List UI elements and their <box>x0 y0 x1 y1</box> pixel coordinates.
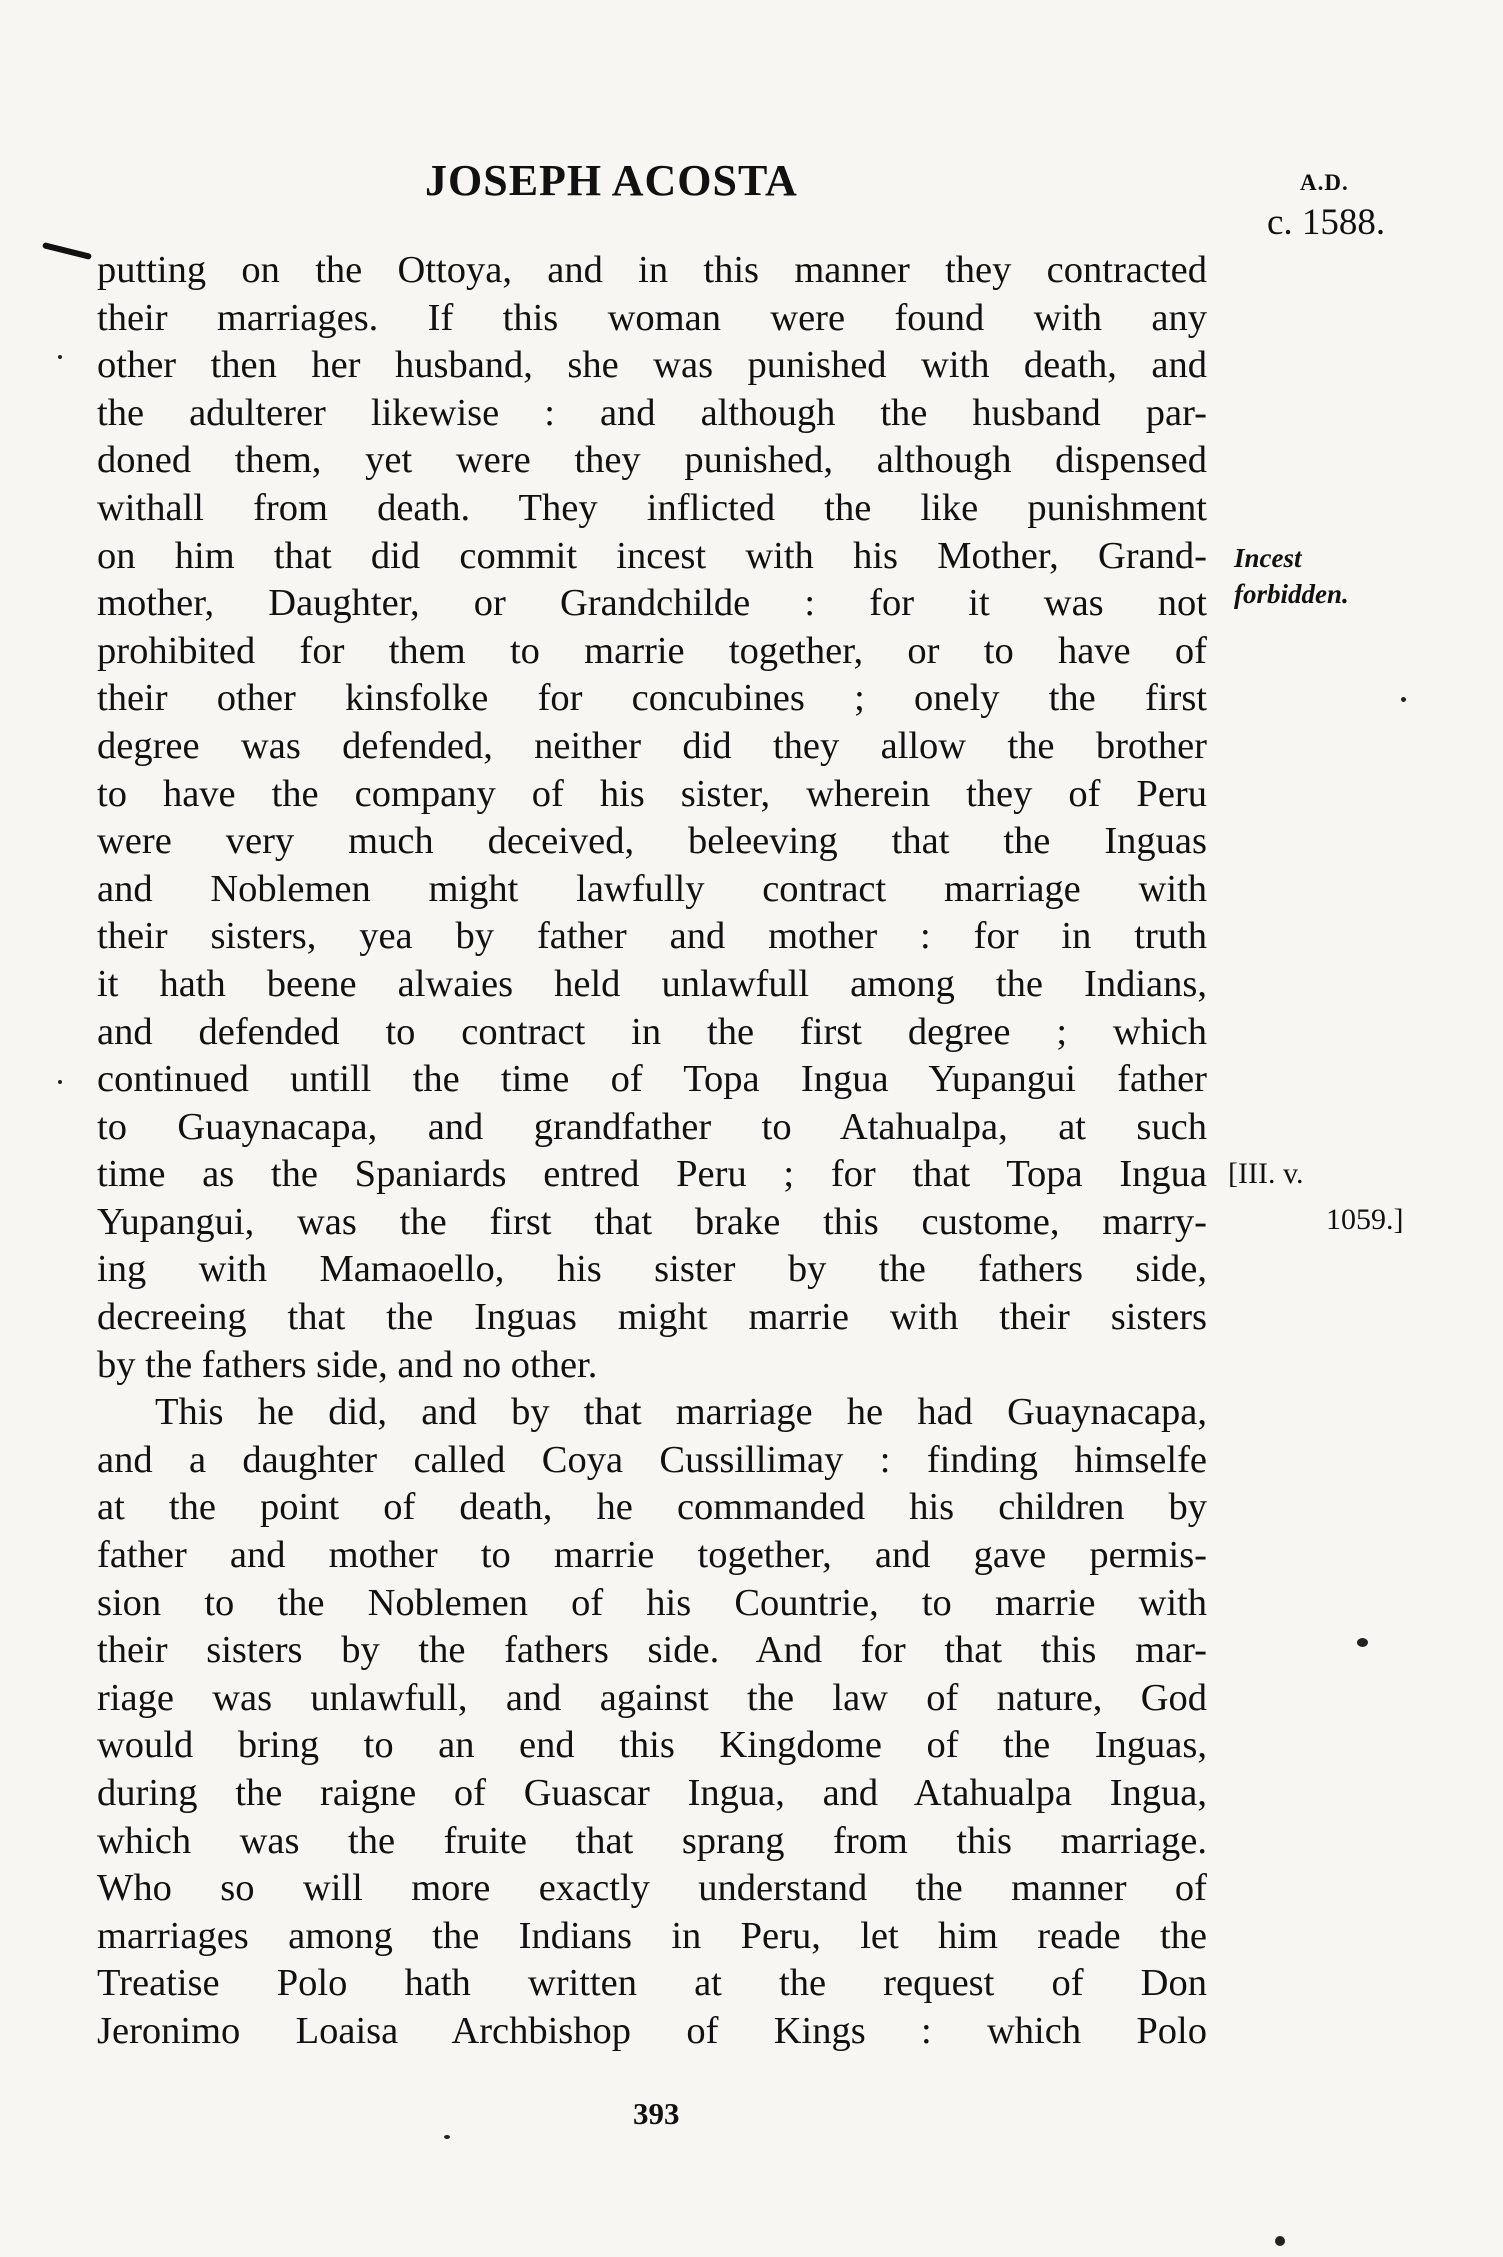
text-line: by the fathers side, and no other. <box>97 1343 598 1386</box>
text-line: sion to the Noblemen of his Countrie, to marrie with <box>97 1581 1207 1624</box>
text-line: Jeronimo Loaisa Archbishop of Kings : which Polo <box>97 2009 1207 2052</box>
ink-speck <box>1357 1638 1368 1647</box>
text-line: and a daughter called Coya Cussillimay : finding himselfe <box>97 1438 1207 1481</box>
text-line: their marriages. If this woman were found with any <box>97 296 1207 339</box>
text-line: the adulterer likewise : and although the husband par- <box>97 391 1207 434</box>
paragraph-1 <box>97 247 1207 1389</box>
text-line: mother, Daughter, or Grandchilde : for it was not <box>97 582 1207 625</box>
ink-speck <box>1275 2236 1285 2246</box>
printer-dash-mark <box>42 242 92 260</box>
text-line: it hath beene alwaies held unlawfull among the Indians, <box>97 962 1207 1005</box>
margin-note-line: Incest <box>1234 543 1302 573</box>
text-line: decreeing that the Inguas might marrie with their sisters <box>97 1296 1207 1339</box>
running-title: JOSEPH ACOSTA <box>425 156 798 205</box>
text-line: would bring to an end this Kingdome of the Inguas, <box>97 1724 1207 1767</box>
text-line: to have the company of his sister, wherein they of Peru <box>97 772 1207 815</box>
margin-volume-reference: [III. v. <box>1228 1157 1304 1190</box>
ink-speck <box>1401 697 1406 702</box>
text-line: and Noblemen might lawfully contract marriage with <box>97 867 1207 910</box>
text-line: at the point of death, he commanded his children by <box>97 1486 1207 1529</box>
text-line: to Guaynacapa, and grandfather to Atahualpa, at such <box>97 1105 1207 1148</box>
text-line: withall from death. They inflicted the like punishment <box>97 486 1207 529</box>
page-number: 393 <box>633 2096 680 2131</box>
margin-note-line: forbidden. <box>1234 579 1349 609</box>
ink-speck <box>58 1080 62 1084</box>
text-line: their sisters, yea by father and mother : for in truth <box>97 915 1207 958</box>
text-line: during the raigne of Guascar Ingua, and Atahualpa Ingua, <box>97 1772 1207 1814</box>
text-line: doned them, yet were they punished, although dispensed <box>97 439 1207 482</box>
text-line: were very much deceived, beleeving that the Inguas <box>97 820 1207 863</box>
text-line: and defended to contract in the first degree ; which <box>97 1010 1207 1053</box>
margin-note <box>1234 540 1349 612</box>
margin-page-reference: 1059.] <box>1326 1203 1404 1236</box>
ink-speck <box>444 2135 450 2139</box>
text-line: on him that did commit incest with his Mother, Grand- <box>97 534 1207 577</box>
date-year: c. 1588. <box>1267 202 1386 243</box>
text-line: prohibited for them to marrie together, or to have of <box>97 629 1207 672</box>
text-line: putting on the Ottoya, and in this manner they contracted <box>97 249 1207 291</box>
text-line: their sisters by the fathers side. And for that this mar- <box>97 1629 1207 1672</box>
text-line: other then her husband, she was punished with death, and <box>97 344 1207 387</box>
text-line: This he did, and by that marriage he had Guaynacapa, <box>155 1391 1207 1434</box>
text-line: time as the Spaniards entred Peru ; for that Topa Ingua <box>97 1153 1207 1196</box>
text-line: which was the fruite that sprang from this marriage. <box>97 1819 1207 1862</box>
body-text <box>97 247 1207 2056</box>
text-line: Treatise Polo hath written at the request of Don <box>97 1962 1207 2005</box>
text-line: their other kinsfolke for concubines ; onely the first <box>97 677 1207 720</box>
paragraph-2 <box>97 1389 1207 2055</box>
text-line: continued untill the time of Topa Ingua Yupangui father <box>97 1058 1207 1101</box>
text-line: father and mother to marrie together, and gave permis- <box>97 1534 1207 1577</box>
text-line: marriages among the Indians in Peru, let him reade the <box>97 1914 1207 1957</box>
text-line: ing with Mamaoello, his sister by the fathers side, <box>97 1248 1207 1291</box>
text-line: Yupangui, was the first that brake this custome, marry- <box>97 1200 1207 1243</box>
text-line: Who so will more exactly understand the manner of <box>97 1867 1207 1910</box>
ink-speck <box>58 355 62 359</box>
text-line: riage was unlawfull, and against the law of nature, God <box>97 1676 1207 1719</box>
text-line: degree was defended, neither did they allow the brother <box>97 724 1207 767</box>
date-era-label: A.D. <box>1300 170 1349 195</box>
